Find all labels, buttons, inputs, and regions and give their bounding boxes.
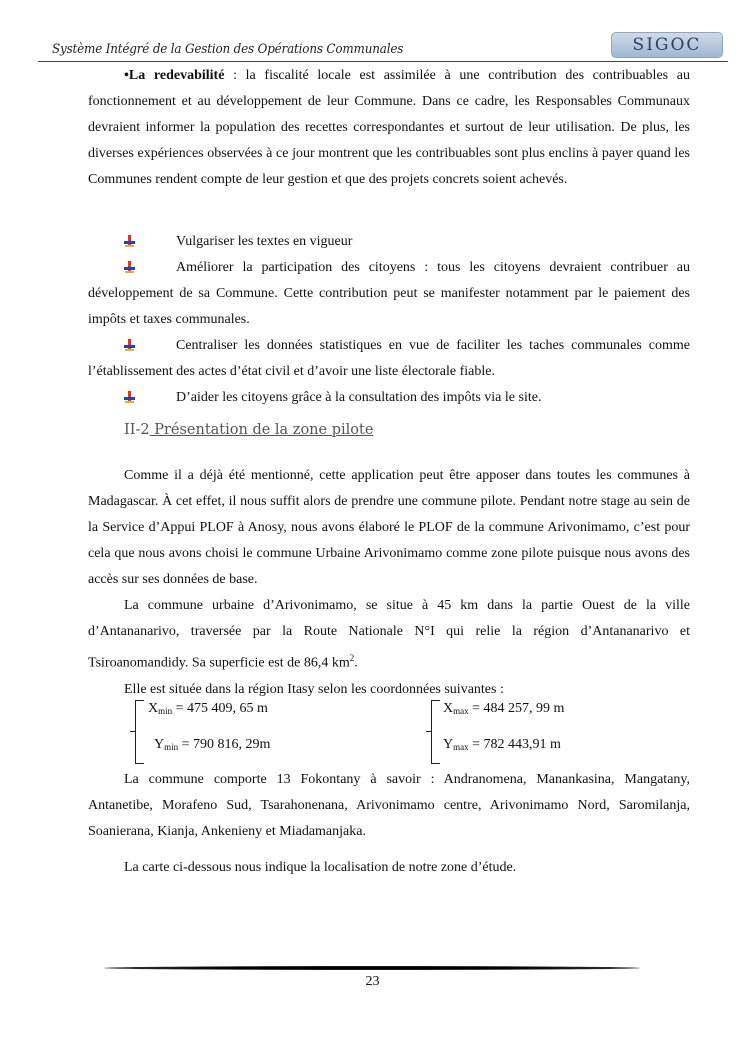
paragraph: La commune comporte 13 Fokontany à savoir : Andranomena, Manankasina, Mangatany, Antanetibe, Morafeno Sud, Tsarahonenana, Arivonimamo centre, Arivonimamo Nord, Saromilanja, Soanierana, Kianja, Ankenieny et Miadamanjaka.: [88, 772, 690, 839]
bullet-icon: [124, 391, 135, 403]
header-title: Système Intégré de la Gestion des Opérations Communales: [52, 42, 404, 57]
redevabilite-paragraph: [88, 63, 690, 193]
bullet-text: Centraliser les données statistiques en vue de faciliter les taches communales comme l’établissement des actes d’état civil et d’avoir une liste électorale fiable.: [88, 338, 690, 379]
bullet-text: Vulgariser les textes en vigueur: [176, 234, 353, 249]
body-paragraphs: [88, 463, 690, 703]
paragraph-end: .: [354, 655, 358, 671]
paragraph: [88, 593, 690, 677]
paragraph: Elle est située dans la région Itasy selon les coordonnées suivantes :: [124, 681, 504, 697]
fokontany-paragraph: [88, 767, 690, 845]
xmin-coordinate: $X_{min} = 475$ 409, 65 m: [148, 701, 268, 716]
superscript: 2: [349, 653, 355, 663]
ymin-coordinate: $Y_{min} = 790$ 816, 29m: [154, 737, 271, 752]
section-title: [124, 422, 373, 438]
section-number: II-2: [124, 422, 150, 438]
bullet-icon: [124, 261, 135, 273]
list-item: [88, 385, 690, 411]
paragraph: Comme il a déjà été mentionné, cette application peut être apposer dans toutes les communes à Madagascar. À cet effet, il nous suffit alors de prendre une commune pilote. Pendant notre stage au sein de la Service d’Appui PLOF à Anosy, nous avons élaboré le PLOF de la commune Arivonimamo, c’est pour cela que nous avons choisi le commune Urbaine Arivonimamo comme zone pilote puisque nous avons des accès sur ses données de base.: [88, 468, 690, 587]
map-intro-paragraph: [88, 855, 690, 881]
list-item: [88, 229, 690, 255]
bullet-icon: [124, 235, 135, 247]
right-brace: [431, 700, 440, 764]
xmax-coordinate: $X_{max} = 484$ 257, 99 m: [443, 701, 565, 716]
bullet-text: D’aider les citoyens grâce à la consultation des impôts via le site.: [176, 390, 542, 405]
paragraph-text: La commune urbaine d’Arivonimamo, se situe à 45 km dans la partie Ouest de la ville d’Antananarivo, traversée par la Route Nationale N°I qui relie la région d’Antananarivo et Tsiroanomandidy. Sa superficie est de 86,4 km: [88, 598, 690, 671]
bullet-text: Améliorer la participation des citoyens : tous les citoyens devraient contribuer au développement de sa Commune. Cette contribution peut se manifester notamment par le paiement des impôts et taxes communales.: [88, 260, 690, 327]
footer-divider: [104, 966, 640, 970]
paragraph: La carte ci-dessous nous indique la localisation de notre zone d’étude.: [124, 860, 517, 875]
right-brace-tick: [426, 731, 431, 732]
section-title-text: Présentation de la zone pilote: [149, 422, 374, 438]
sigoc-logo: SIGOC: [611, 32, 723, 58]
redevabilite-text: : la fiscalité locale est assimilée à une contribution des contribuables au fonctionnement et au développement de leur Commune. Dans ce cadre, les Responsables Communaux devraient informer la population des recettes correspondantes et surtout de leur utilisation. De plus, les diverses expériences observées à ce jour montrent que les contribuables sont plus enclins à payer quand les Communes rendent compte de leur gestion et que des projets concrets soient achevés.: [88, 68, 690, 187]
ymax-coordinate: $Y_{max} = 782$ 443,91 m: [443, 737, 561, 752]
list-item: [88, 255, 690, 333]
list-item: [88, 333, 690, 385]
bullet-icon: [124, 339, 135, 351]
redevabilite-label: •La redevabilité: [124, 68, 225, 83]
header-divider: [38, 61, 728, 62]
bullet-list: [88, 229, 690, 411]
left-brace-tick: [130, 731, 135, 732]
left-brace: [135, 700, 144, 764]
page-number: 23: [365, 974, 380, 989]
